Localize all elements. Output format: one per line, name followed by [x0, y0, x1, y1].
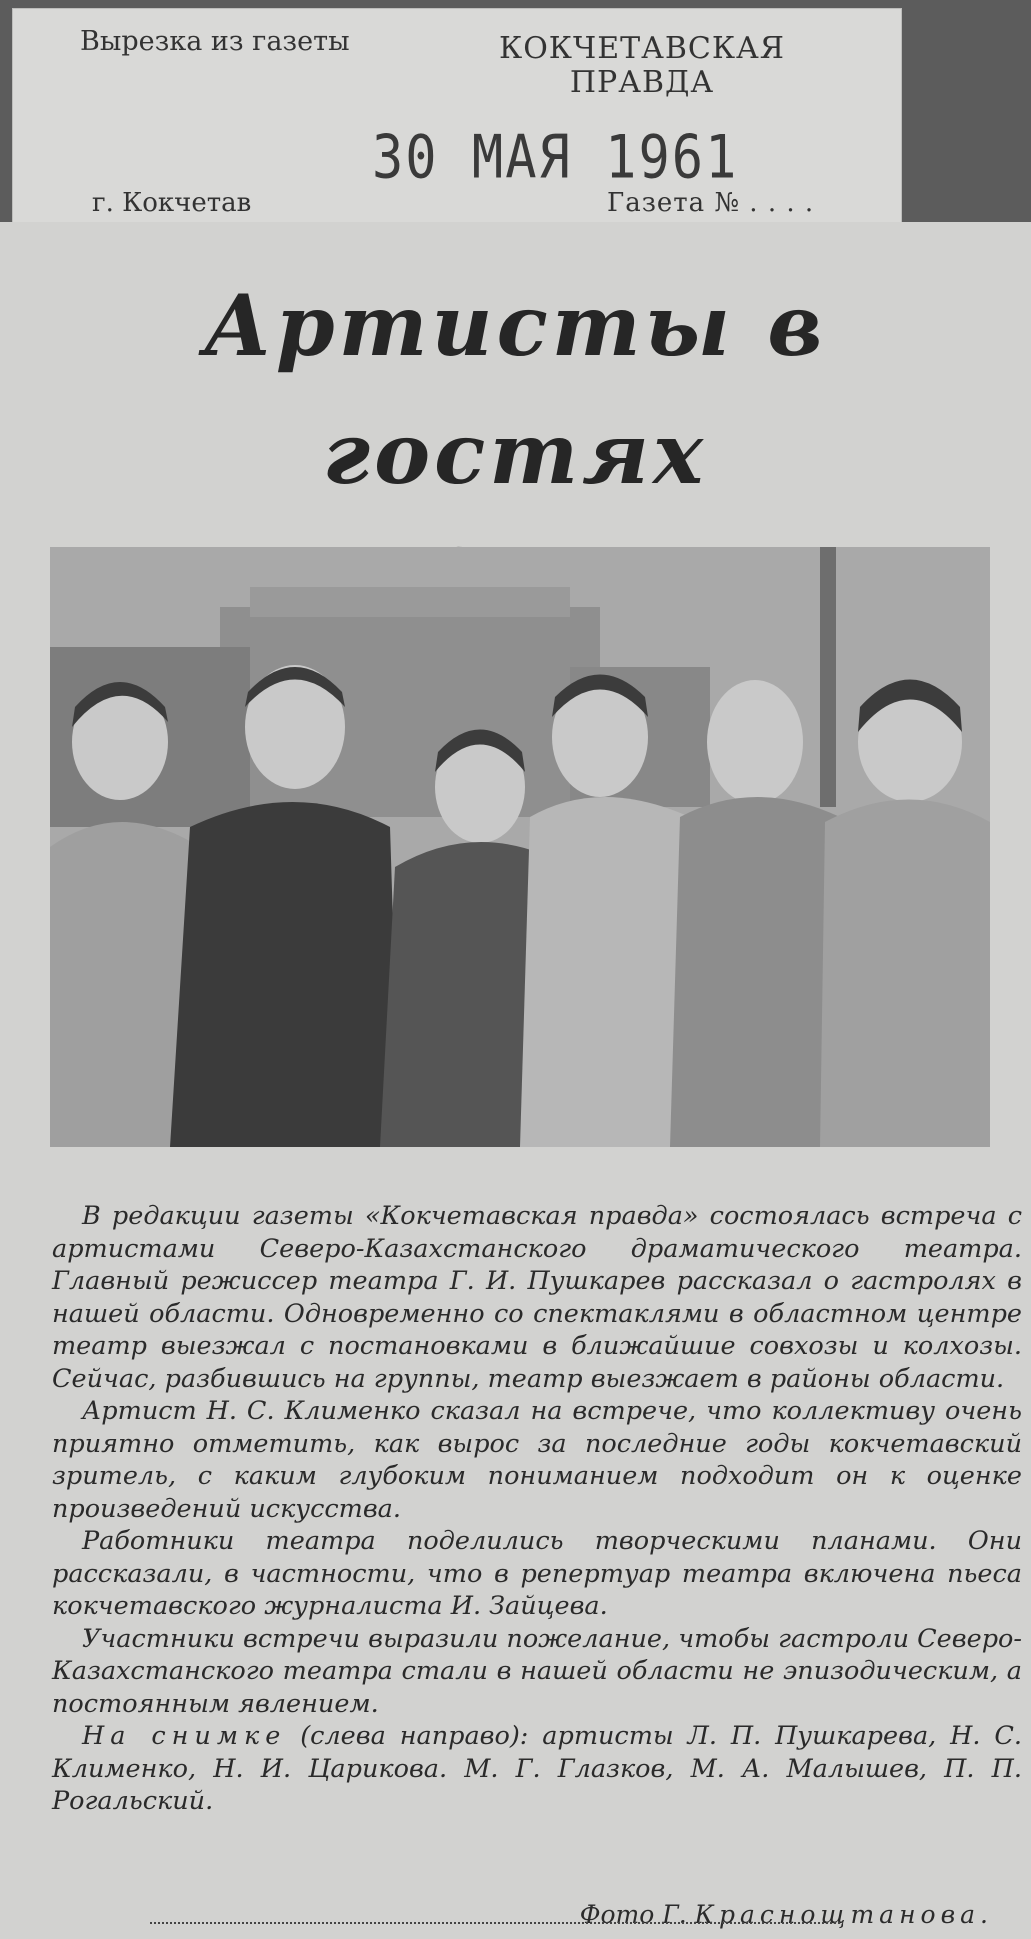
caption-text: (слева направо): артисты Л. П. Пушкарева, Н. С. Клименко, Н. И. Царикова. М. Г. Глазков, М. А. Малышев, П. П. Рогальский. — [52, 1721, 1023, 1816]
article-paragraph: Артист Н. С. Клименко сказал на встрече, что коллективу очень приятно отметить, как вырос за последние годы кокчетавский зритель, с каким глубоким пониманием подходит он к оценке произведений искусства. — [52, 1396, 1022, 1524]
photo-caption — [52, 1720, 1022, 1818]
article-paragraph: Участники встречи выразили пожелание, чтобы гастроли Северо-Казахстанского театра стали в нашей области не эпизодическим, а постоянным явлением. — [52, 1623, 1022, 1719]
clipping-source-label: Вырезка из газеты — [80, 26, 350, 57]
city-label: г. Кокчетав — [92, 188, 252, 218]
article-body — [52, 1200, 1022, 1818]
newspaper-name: КОКЧЕТАВСКАЯ ПРАВДА — [498, 31, 785, 100]
clipping-label — [12, 8, 902, 233]
headline-line-1: Артисты в гостях — [203, 276, 827, 503]
group-photo-illustration — [50, 547, 990, 1147]
newspaper-clipping — [0, 222, 1031, 1939]
photo-credit-name: Краснощтанова. — [694, 1900, 993, 1929]
article-paragraph: Работники театра поделились творческими планами. Они рассказали, в частности, что в репертуар театра включена пьеса кокчетавского журналиста И. Зайцева. — [52, 1526, 1022, 1621]
article-paragraph: В редакции газеты «Кокчетавская правда» состоялась встреча с артистами Северо-Казахстанского драматического театра. Главный режиссер театра Г. И. Пушкарев рассказал о гастролях в нашей области. Одновременно со спектаклями в областном центре театр выезжал с постановками в ближайшие совхозы и колхозы. Сейчас, разбившись на группы, театр выезжает в районы области. — [52, 1201, 1022, 1394]
photo-credit-prefix: Фото Г. — [579, 1900, 695, 1929]
caption-lead: На снимке — [82, 1721, 287, 1751]
group-photo — [50, 547, 990, 1147]
gazeta-number-label: Газета № . . . . — [607, 188, 815, 218]
bottom-ornament-divider — [150, 1922, 840, 1936]
date-stamp: 30 МАЯ 1961 — [372, 123, 739, 193]
